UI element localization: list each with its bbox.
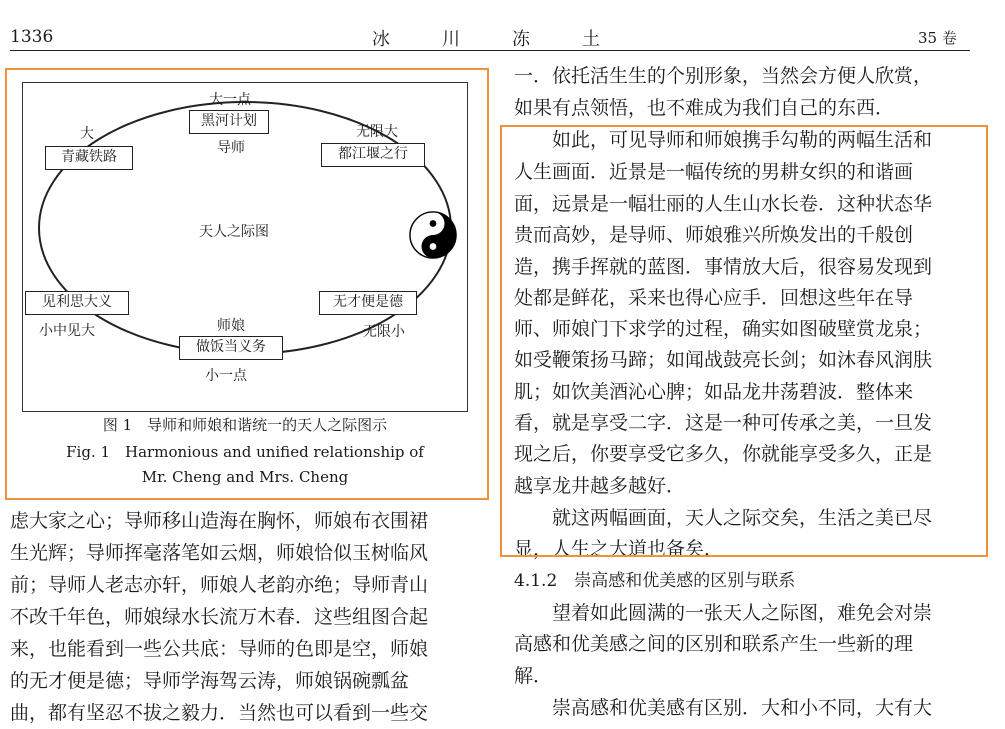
label-top-above: 大一点 [209, 92, 251, 108]
node-lower-right: 无才便是德 [319, 291, 417, 315]
journal-title: 冰川冻土 [372, 29, 652, 50]
text-line: 面，远景是一幅壮丽的人生山水长卷．这种状态华 [514, 193, 933, 215]
text-line: 现之后，你要享受它多久，你就能享受多久，正是 [514, 443, 933, 465]
text-line: 虑大家之心；导师移山造海在胸怀，师娘布衣围裙 [10, 510, 429, 532]
text-line: 一．依托活生生的个别形象，当然会方便人欣赏， [514, 65, 933, 87]
text-line: 师、师娘门下求学的过程，确实如图破壁赏龙泉； [514, 318, 933, 340]
section-heading: 4.1.2 崇高感和优美感的区别与联系 [514, 571, 796, 591]
diagram-center-title: 天人之际图 [199, 224, 269, 240]
text-line: 就这两幅画面，天人之际交矣，生活之美已尽 [514, 507, 933, 529]
label-lower-left: 小中见大 [39, 323, 95, 339]
text-line: 如此，可见导师和师娘携手勾勒的两幅生活和 [514, 129, 933, 151]
text-line: 生光辉；导师挥毫落笔如云烟，师娘恰似玉树临风 [10, 542, 429, 564]
text-line: 越享龙井越多越好． [514, 475, 686, 497]
label-upper-left: 大 [80, 126, 94, 142]
label-top-below: 导师 [217, 140, 245, 156]
text-line: 望着如此圆满的一张天人之际图，难免会对崇 [514, 602, 933, 624]
volume-number: 35 卷 [918, 29, 957, 47]
label-bottom-below: 小一点 [205, 368, 247, 384]
page-number: 1336 [10, 27, 54, 47]
text-line: 的无才便是德；导师学海驾云涛，师娘锅碗瓢盆 [10, 670, 410, 692]
highlight-box-figure [5, 68, 489, 500]
node-lower-left: 见利思大义 [25, 291, 129, 315]
text-line: 不改千年色，师娘绿水长流万木春．这些组图合起 [10, 606, 429, 628]
text-line: 来，也能看到一些公共底：导师的色即是空，师娘 [10, 638, 429, 660]
text-line: 贵而高妙，是导师、师娘雅兴所焕发出的千般创 [514, 224, 914, 246]
text-line: 看，就是享受二字．这是一种可传承之美，一旦发 [514, 412, 933, 434]
node-upper-right: 都江堰之行 [321, 143, 425, 167]
label-bottom-above: 师娘 [217, 318, 245, 334]
label-lower-right: 无限小 [363, 324, 405, 340]
figure-caption-en-1: Fig. 1 Harmonious and unified relationship of [66, 443, 424, 461]
node-bottom: 做饭当义务 [179, 336, 283, 360]
text-line: 高感和优美感之间的区别和联系产生一些新的理 [514, 633, 914, 655]
text-line: 崇高感和优美感有区别．大和小不同，大有大 [514, 697, 933, 719]
text-line: 处都是鲜花，采来也得心应手．回想这些年在导 [514, 287, 914, 309]
node-top: 黑河计划 [189, 110, 269, 134]
node-upper-left: 青藏铁路 [45, 146, 133, 170]
text-line: 如受鞭策扬马蹄；如闻战鼓亮长剑；如沐春风润肤 [514, 349, 933, 371]
text-line: 显，人生之大道也备矣． [514, 538, 724, 560]
header-rule [10, 50, 970, 51]
text-line: 曲，都有坚忍不拔之毅力．当然也可以看到一些交 [10, 702, 429, 724]
text-line: 造，携手挥就的蓝图．事情放大后，很容易发现到 [514, 256, 933, 278]
highlight-box-paragraph [500, 125, 988, 557]
label-upper-right: 无限大 [356, 124, 398, 140]
text-line: 人生画面．近景是一幅传统的男耕女织的和谐画 [514, 161, 914, 183]
text-line: 前；导师人老志亦轩，师娘人老韵亦绝；导师青山 [10, 574, 429, 596]
running-header [0, 0, 1005, 52]
text-line: 肌；如饮美酒沁心脾；如品龙井荡碧波．整体来 [514, 381, 914, 403]
text-line: 如果有点领悟，也不难成为我们自己的东西． [514, 97, 895, 119]
figure-caption-cn: 图 1 导师和师娘和谐统一的天人之际图示 [102, 416, 388, 434]
text-line: 解． [514, 665, 553, 687]
figure-caption-en-2: Mr. Cheng and Mrs. Cheng [141, 468, 349, 486]
